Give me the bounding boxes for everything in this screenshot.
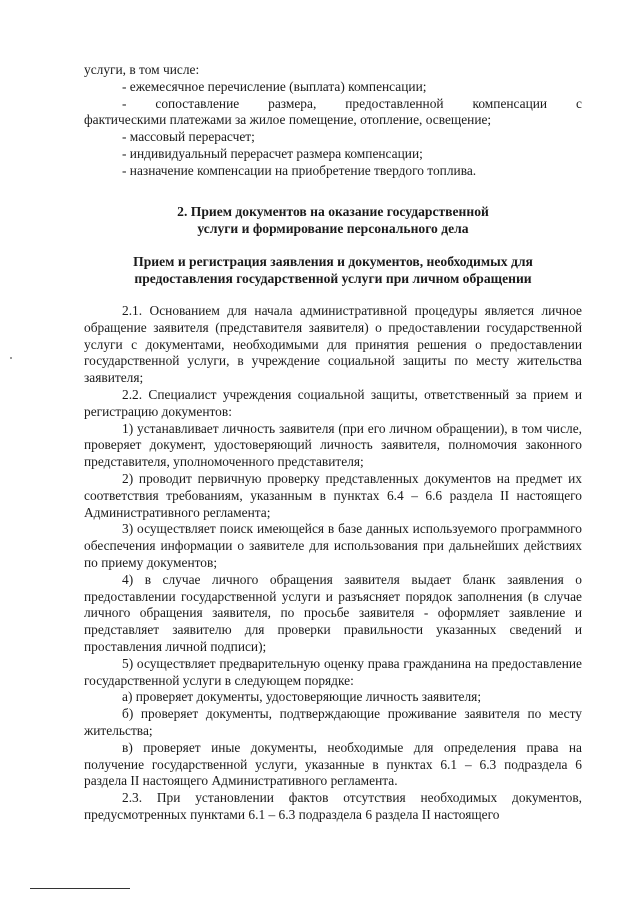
body-text <box>84 303 582 824</box>
footnote-rule <box>30 888 130 889</box>
subsection-title-line: предоставления государственной услуги при личном обращении <box>134 271 532 286</box>
bullet-item: - массовый перерасчет; <box>122 129 255 145</box>
section-title-line: услуги и формирование персонального дела <box>197 221 469 236</box>
paragraph-2-1: 2.1. Основанием для начала административной процедуры является личное обращение заявителя (представителя заявителя) о предоставлении государственной услуги с документами, необходимыми для принятия решения о предоставлении государственной услуги, в учреждение социальной защиты по месту жительства заявителя; <box>84 303 582 386</box>
intro-block <box>84 62 582 180</box>
section-heading <box>84 203 582 237</box>
subsection-title-line: Прием и регистрация заявления и документов, необходимых для <box>133 254 533 269</box>
sub-item-b: б) проверяет документы, подтверждающие проживание заявителя по месту жительства; <box>84 706 582 738</box>
paragraph-2-3: 2.3. При установлении фактов отсутствия необходимых документов, предусмотренных пунктами 6.1 – 6.3 подраздела 6 раздела II настоящего <box>84 790 582 822</box>
list-item-4: 4) в случае личного обращения заявителя выдает бланк заявления о предоставлении государственной услуги и разъясняет порядок заполнения (в случае личного обращения заявителя, по просьбе заявителя - оформляет заявление и представляет заявителю для проверки правильности указанных сведений и проставления личной подписи); <box>84 571 582 654</box>
bullet-item: - индивидуальный перерасчет размера компенсации; <box>122 145 423 161</box>
bullet-continuation: фактическими платежами за жилое помещение, отопление, освещение; <box>84 112 492 128</box>
list-item-5: 5) осуществляет предварительную оценку права гражданина на предоставление государственной услуги в следующем порядке: <box>84 655 582 688</box>
scan-speck <box>10 357 12 359</box>
paragraph-2-2: 2.2. Специалист учреждения социальной защиты, ответственный за прием и регистрацию документов: <box>84 386 582 419</box>
bullet-item: - ежемесячное перечисление (выплата) компенсации; <box>122 78 427 94</box>
section-title-line: 2. Прием документов на оказание государственной <box>177 204 489 219</box>
bullet-item: - назначение компенсации на приобретение твердого топлива. <box>122 162 477 178</box>
list-item-3: 3) осуществляет поиск имеющейся в базе данных используемого программного обеспечения информации о заявителе для использования при дальнейших действиях по приему документов; <box>84 521 582 570</box>
intro-line: услуги, в том числе: <box>84 62 200 77</box>
bullet-item: - сопоставление размера, предоставленной компенсации с <box>122 95 582 111</box>
sub-item-c: в) проверяет иные документы, необходимые для определения права на получение государственной услуги, указанные в пунктах 6.1 – 6.3 подраздела 6 раздела II настоящего Административного регламента. <box>84 739 582 789</box>
list-item-2: 2) проводит первичную проверку представленных документов на предмет их соответствия требованиям, указанным в пунктах 6.4 – 6.6 раздела II настоящего Административного регламента; <box>84 470 582 520</box>
sub-item-a: а) проверяет документы, удостоверяющие личность заявителя; <box>122 689 482 705</box>
subsection-heading <box>84 253 582 287</box>
list-item-1: 1) устанавливает личность заявителя (при его личном обращении), в том числе, проверяет документ, удостоверяющий личность заявителя, полномочия законного представителя, уполномоченного представителя; <box>84 420 582 470</box>
